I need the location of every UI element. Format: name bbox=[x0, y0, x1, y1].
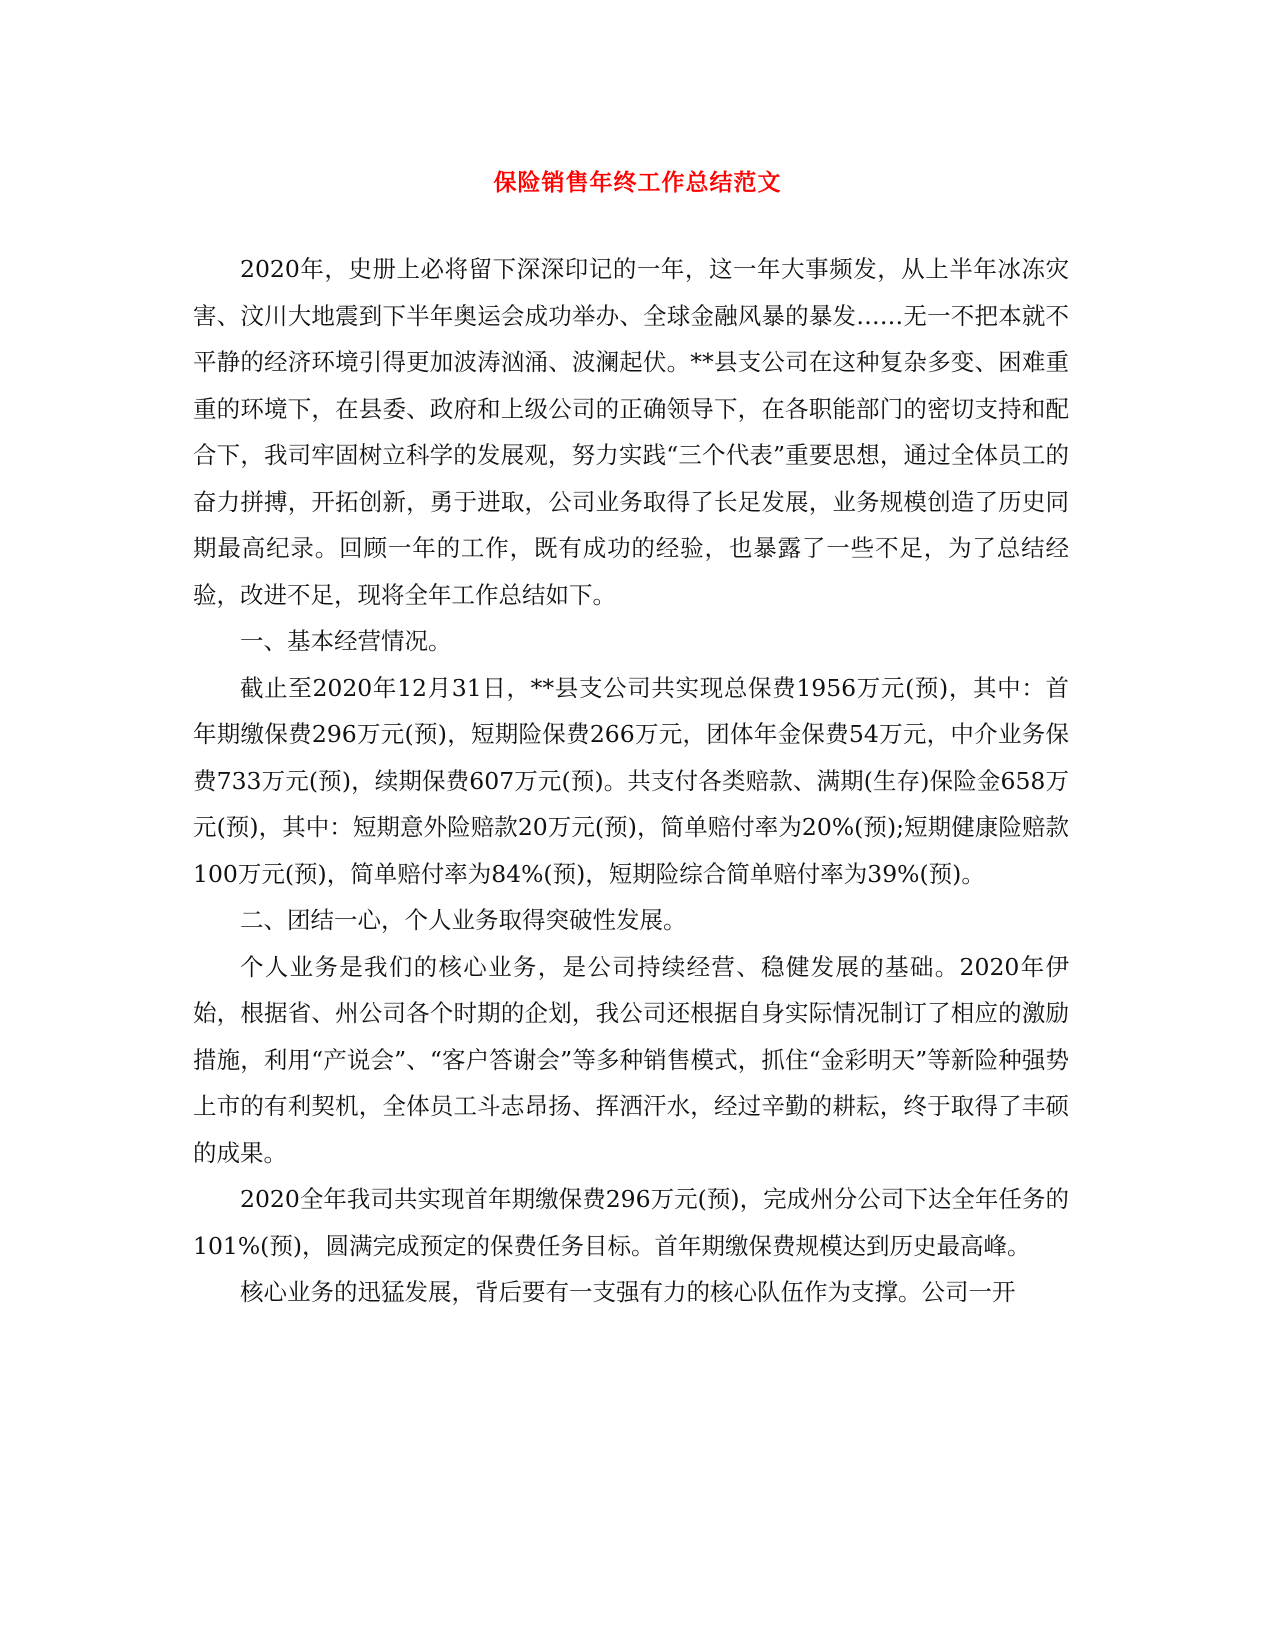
section-heading-1: 一、基本经营情况。 bbox=[240, 627, 452, 655]
paragraph-annual-results: 2020全年我司共实现首年期缴保费296万元(预)，完成州分公司下达全年任务的101%(预)，圆满完成预定的保费任务目标。首年期缴保费规模达到历史最高峰。 bbox=[193, 1185, 1069, 1260]
paragraph-operations: 截止至2020年12月31日，**县支公司共实现总保费1956万元(预)，其中：首年期缴保费296万元(预)，短期险保费266万元，团体年金保费54万元，中介业务保费733万元(预)，续期保费607万元(预)。共支付各类赔款、满期(生存)保险金658万元(预)，其中：短期意外险赔款20万元(预)，简单赔付率为20%(预);短期健康险赔款100万元(预)，简单赔付率为84%(预)，短期险综合简单赔付率为39%(预)。 bbox=[193, 673, 1069, 888]
paragraph-intro: 2020年，史册上必将留下深深印记的一年，这一年大事频发，从上半年冰冻灾害、汶川大地震到下半年奥运会成功举办、全球金融风暴的暴发……无一不把本就不平静的经济环境引得更加波涛汹涌、波澜起伏。**县支公司在这种复杂多变、困难重重的环境下，在县委、政府和上级公司的正确领导下，在各职能部门的密切支持和配合下，我司牢固树立科学的发展观，努力实践“三个代表”重要思想，通过全体员工的奋力拼搏，开拓创新，勇于进取，公司业务取得了长足发展，业务规模创造了历史同期最高纪录。回顾一年的工作，既有成功的经验，也暴露了一些不足，为了总结经验，改进不足，现将全年工作总结如下。 bbox=[193, 255, 1069, 609]
paragraph-personal-business: 个人业务是我们的核心业务，是公司持续经营、稳健发展的基础。2020年伊始，根据省、州公司各个时期的企划，我公司还根据自身实际情况制订了相应的激励措施，利用“产说会”、“客户答谢会”等多种销售模式，抓住“金彩明天”等新险种强势上市的有利契机，全体员工斗志昂扬、挥洒汗水，经过辛勤的耕耘，终于取得了丰硕的成果。 bbox=[193, 952, 1069, 1167]
section-heading-2: 二、团结一心，个人业务取得突破性发展。 bbox=[240, 906, 687, 934]
document-title: 保险销售年终工作总结范文 bbox=[493, 169, 782, 196]
paragraph-core-team: 核心业务的迅猛发展，背后要有一支强有力的核心队伍作为支撑。公司一开 bbox=[240, 1278, 1016, 1306]
document-body bbox=[193, 246, 1069, 1316]
